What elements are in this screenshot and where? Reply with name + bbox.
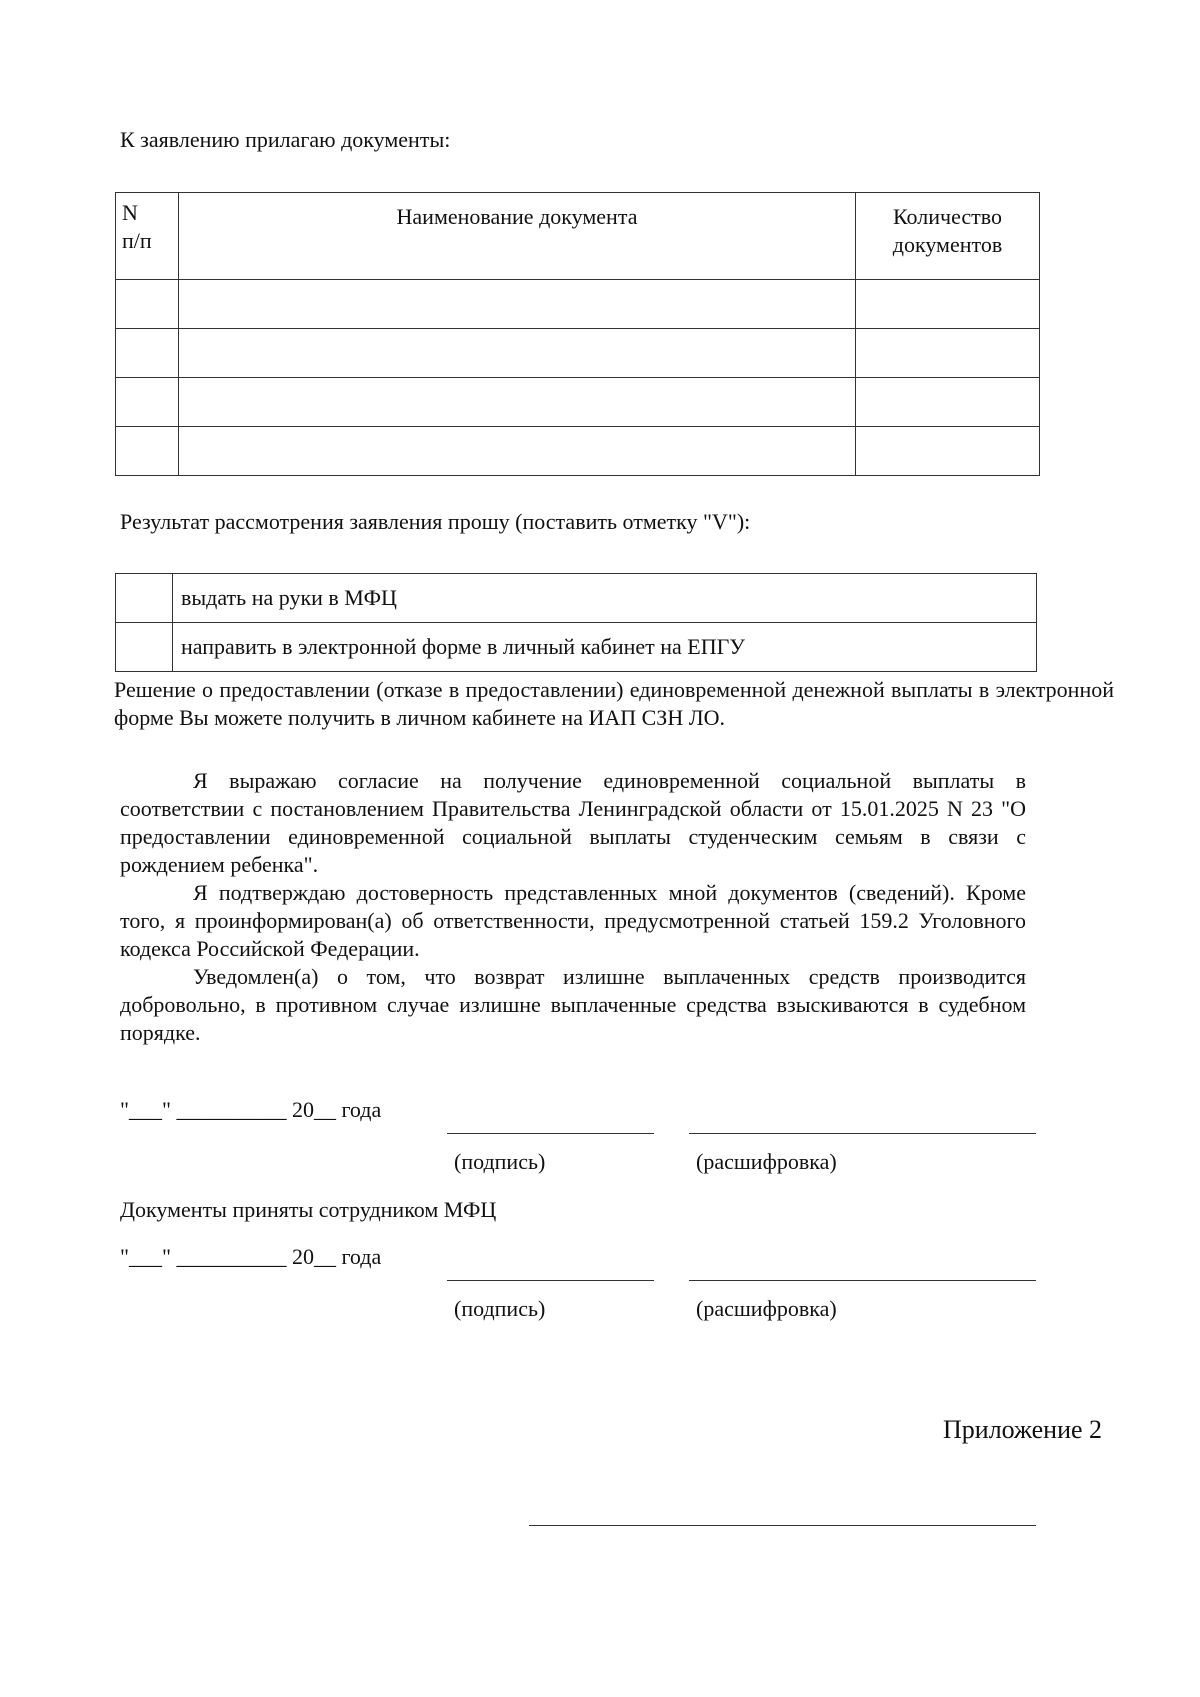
documents-table [115, 192, 1040, 476]
appendix-recipient-line[interactable] [529, 1525, 1036, 1526]
table-row [116, 329, 1040, 378]
option-epgu-label: направить в электронной форме в личный кабинет на ЕПГУ [173, 623, 1037, 672]
row-document-name-cell[interactable] [179, 378, 856, 427]
row-quantity-cell[interactable] [856, 378, 1040, 427]
row-document-name-cell[interactable] [179, 427, 856, 476]
option-mfc-label: выдать на руки в МФЦ [173, 574, 1037, 623]
option-mfc-checkbox[interactable] [116, 574, 173, 623]
applicant-signature-line[interactable] [447, 1133, 654, 1134]
header-number-line2: п/п [122, 228, 152, 253]
applicant-decoding-line[interactable] [689, 1133, 1036, 1134]
mfc-signature-caption: (подпись) [454, 1296, 546, 1321]
consent-paragraph: Я выражаю согласие на получение единовременной социальной выплаты в соответствии с постановлением Правительства Ленинградской области от 15.01.2025 N 23 "О предоставлении единовременной социальной выплаты студенческим семьям в связи с рождением ребенка". [120, 768, 1026, 877]
notification-paragraph: Уведомлен(а) о том, что возврат излишне выплаченных средств производится добровольно, в противном случае излишне выплаченные средства взыскиваются в судебном порядке. [120, 964, 1026, 1045]
attach-heading: К заявлению прилагаю документы: [120, 127, 451, 152]
list-item [116, 623, 1037, 672]
result-heading: Результат рассмотрения заявления прошу (поставить отметку "V"): [120, 509, 751, 534]
header-document-name: Наименование документа [179, 193, 856, 280]
row-document-name-cell[interactable] [179, 329, 856, 378]
mfc-accepted-heading: Документы приняты сотрудником МФЦ [120, 1197, 497, 1222]
header-quantity-line2: документов [892, 232, 1003, 257]
row-quantity-cell[interactable] [856, 329, 1040, 378]
list-item [116, 574, 1037, 623]
applicant-decoding-caption: (расшифровка) [696, 1149, 837, 1174]
row-quantity-cell[interactable] [856, 427, 1040, 476]
header-number-line1: N [122, 200, 138, 225]
option-epgu-checkbox[interactable] [116, 623, 173, 672]
mfc-signature-line[interactable] [447, 1280, 654, 1281]
table-row [116, 280, 1040, 329]
row-number-cell[interactable] [116, 329, 179, 378]
table-row [116, 427, 1040, 476]
header-quantity-line1: Количество [892, 204, 1003, 229]
mfc-decoding-line[interactable] [689, 1280, 1036, 1281]
mfc-decoding-caption: (расшифровка) [696, 1296, 837, 1321]
result-options-table [115, 573, 1037, 672]
applicant-date-line: "___" __________ 20__ года [120, 1097, 382, 1122]
applicant-signature-caption: (подпись) [454, 1149, 546, 1174]
header-number [116, 193, 179, 280]
documents-table-header [116, 193, 1040, 280]
row-number-cell[interactable] [116, 427, 179, 476]
decision-note: Решение о предоставлении (отказе в предоставлении) единовременной денежной выплаты в электронной форме Вы можете получить в личном кабинете на ИАП СЗН ЛО. [114, 677, 1114, 730]
appendix-title: Приложение 2 [943, 1415, 1103, 1444]
row-number-cell[interactable] [116, 280, 179, 329]
table-row [116, 378, 1040, 427]
mfc-date-line: "___" __________ 20__ года [120, 1244, 382, 1269]
row-document-name-cell[interactable] [179, 280, 856, 329]
header-quantity [856, 193, 1040, 280]
row-quantity-cell[interactable] [856, 280, 1040, 329]
row-number-cell[interactable] [116, 378, 179, 427]
confirmation-paragraph: Я подтверждаю достоверность представленных мной документов (сведений). Кроме того, я проинформирован(а) об ответственности, предусмотренной статьей 159.2 Уголовного кодекса Российской Федерации. [120, 880, 1026, 961]
